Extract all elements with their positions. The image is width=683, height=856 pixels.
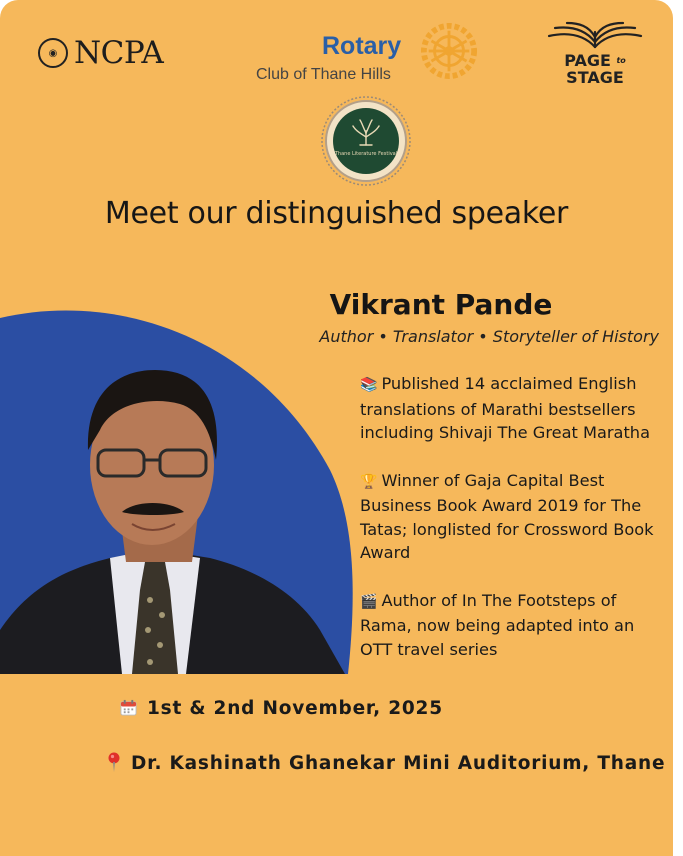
rotary-logo-name: Rotary bbox=[322, 32, 402, 60]
rotary-logo bbox=[254, 30, 484, 90]
event-date bbox=[120, 698, 443, 719]
highlight-ott-series bbox=[360, 589, 670, 662]
speaker-roles: Author • Translator • Storyteller of History bbox=[319, 327, 659, 346]
highlight-text: Published 14 acclaimed English translations of Marathi bestsellers including Shivaji The Great Maratha bbox=[360, 374, 650, 442]
speaker-highlights bbox=[360, 372, 670, 685]
festival-logo-text: Thane Literature Festival bbox=[334, 151, 398, 157]
page-to-stage-text bbox=[540, 52, 650, 86]
books-icon: 📚 bbox=[360, 377, 378, 393]
pts-line-1: PAGE bbox=[564, 51, 611, 70]
pts-line-2: STAGE bbox=[566, 68, 624, 87]
trophy-icon: 🏆 bbox=[360, 473, 378, 490]
highlight-award bbox=[360, 469, 670, 565]
ncpa-emblem-icon: ◉ bbox=[38, 38, 68, 68]
rotary-wheel-icon bbox=[420, 22, 478, 80]
highlight-text: Winner of Gaja Capital Best Business Book Award 2019 for The Tatas; longlisted for Crossword Book Award bbox=[360, 470, 654, 562]
thane-literature-festival-logo bbox=[320, 95, 412, 187]
clapperboard-icon: 🎬 bbox=[360, 593, 378, 610]
calendar-icon bbox=[120, 699, 137, 716]
pts-to: to bbox=[616, 56, 626, 65]
highlight-translations bbox=[360, 372, 670, 445]
page-to-stage-logo bbox=[540, 20, 650, 92]
speaker-name: Vikrant Pande bbox=[329, 288, 553, 321]
location-pin-icon bbox=[107, 752, 121, 772]
rotary-logo-subtitle: Club of Thane Hills bbox=[256, 66, 391, 83]
event-venue-text: Dr. Kashinath Ghanekar Mini Auditorium, Thane bbox=[131, 753, 666, 774]
event-date-text: 1st & 2nd November, 2025 bbox=[147, 698, 443, 719]
ncpa-logo bbox=[38, 35, 163, 71]
headline: Meet our distinguished speaker bbox=[104, 196, 569, 231]
event-venue bbox=[107, 748, 667, 780]
ncpa-logo-text: NCPA bbox=[74, 35, 164, 71]
open-book-icon bbox=[543, 20, 647, 50]
speaker-photo bbox=[0, 300, 360, 674]
highlight-text: Author of In The Footsteps of Rama, now being adapted into an OTT travel series bbox=[360, 590, 635, 659]
